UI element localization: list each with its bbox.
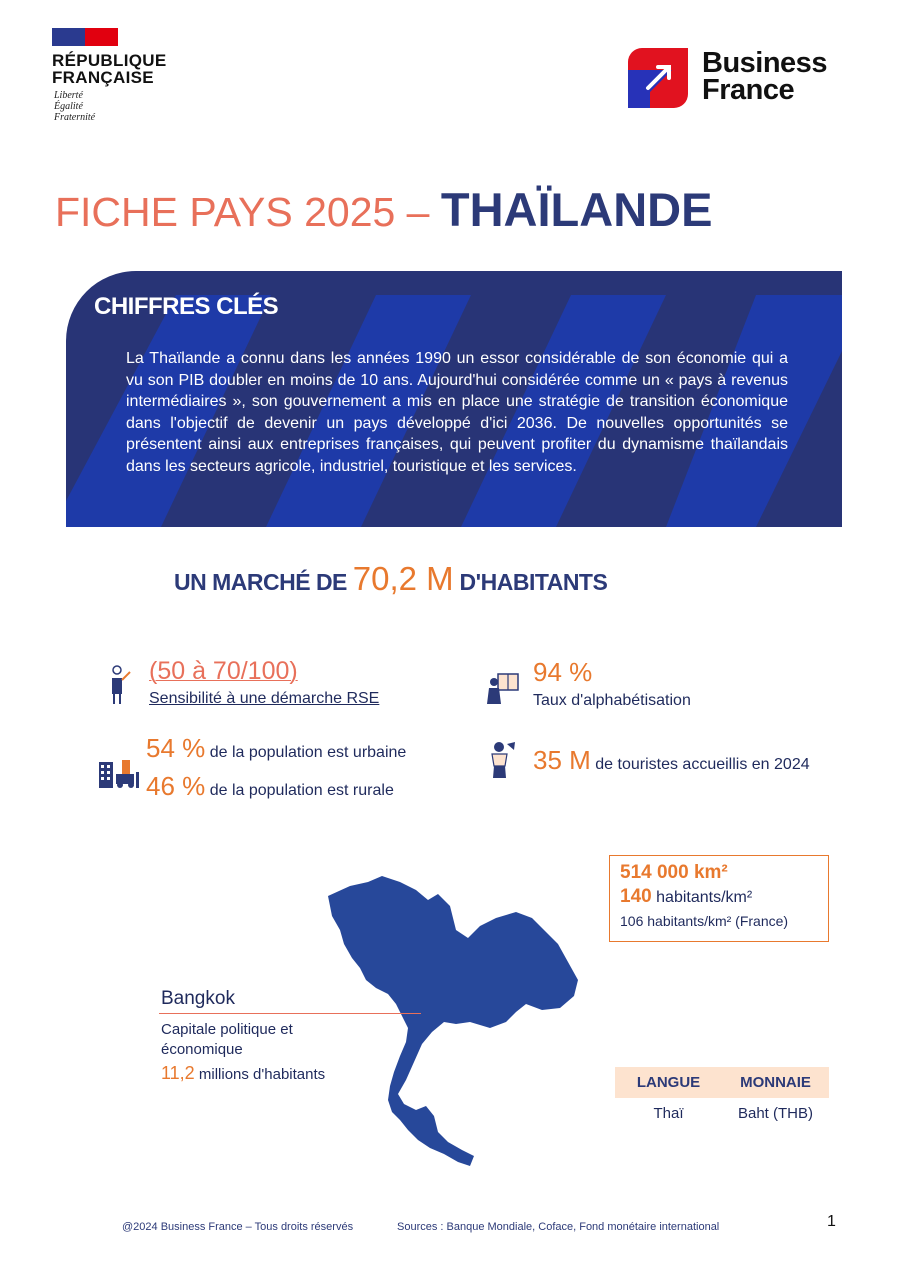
rse-value: (50 à 70/100) [149,657,298,685]
urban-label: de la population est urbaine [205,744,407,761]
bangkok-name: Bangkok [161,988,235,1009]
footer-copyright: @2024 Business France – Tous droits réservés [122,1221,354,1233]
market-pre: UN MARCHÉ DE [174,569,353,595]
page-number: 1 [827,1213,836,1230]
surface-area: 514 000 km² [620,862,728,883]
rural-label: de la population est rurale [205,782,394,799]
motto-egalite: Égalité [54,101,83,112]
tourist-icon [487,740,521,780]
density-label: habitants/km² [651,889,753,906]
city-buildings-icon [98,758,140,788]
rural-row [146,771,394,802]
rf-name-line1: RÉPUBLIQUE [52,51,167,70]
title-country: THAÏLANDE [440,183,713,236]
page-title [55,182,712,237]
person-speaking-icon [104,664,138,704]
urban-value: 54 % [146,733,206,763]
header-currency: MONNAIE [740,1074,811,1091]
tourists-row [533,745,810,776]
market-value: 70,2 M [352,560,454,597]
literacy-label: Taux d'alphabétisation [533,692,691,709]
market-post: D'HABITANTS [453,569,608,595]
bangkok-description: Capitale politique et économique [161,1021,293,1058]
language-value: Thaï [653,1105,684,1122]
motto-fraternite: Fraternité [54,112,96,123]
rse-label: Sensibilité à une démarche RSE [149,690,380,707]
republique-francaise-motto [54,90,95,123]
republique-francaise-flag [52,28,118,46]
density-value: 140 [620,886,652,907]
rural-value: 46 % [146,771,206,801]
reading-book-icon [486,670,520,710]
key-figures-text: La Thaïlande a connu dans les années 1990 un essor considérable de son économie qui a vu son PIB doubler en moins de 10 ans. Aujourd'hui considérée comme un « pays à revenus intermédiaires », son gouvernement a mis en place une stratégie de transition économique dans l'objectif de devenir un pays développé d'ici 2036. De nouvelles opportunités se présentent ainsi aux entreprises françaises, qui peuvent profiter du dynamisme thaïlandais dans les secteurs agricole, industriel, touristique et les services. [126,350,788,475]
density-row [620,886,818,908]
key-figures-banner [66,271,842,527]
language-currency-table [615,1067,829,1122]
title-prefix: FICHE PAYS 2025 – [55,189,441,235]
france-density: 106 habitants/km² (France) [620,913,789,929]
key-figures-heading: CHIFFRES CLÉS [94,293,279,320]
business-france-logo-icon [628,48,688,108]
tourists-value: 35 M [533,745,591,775]
bangkok-pop-label: millions d'habitants [194,1066,326,1083]
footer-sources: Sources : Banque Mondiale, Coface, Fond monétaire international [397,1221,720,1233]
market-headline [174,560,607,598]
bangkok-pointer-line [159,1013,421,1014]
bf-line2: France [702,74,795,106]
currency-value: Baht (THB) [737,1105,813,1122]
urban-row [146,733,406,764]
bf-line1: Business [702,47,827,79]
tourists-label: de touristes accueillis en 2024 [590,756,810,773]
surface-box [609,855,829,942]
motto-liberte: Liberté [54,90,83,101]
republique-francaise-name [52,52,166,86]
bangkok-pop-value: 11,2 [161,1063,195,1083]
rf-name-line2: FRANÇAISE [52,68,154,87]
bangkok-population [161,1063,325,1084]
table-header [615,1067,829,1098]
table-row [615,1105,829,1122]
header-language: LANGUE [636,1074,701,1091]
business-france-name [702,47,827,106]
literacy-value: 94 % [533,657,593,687]
